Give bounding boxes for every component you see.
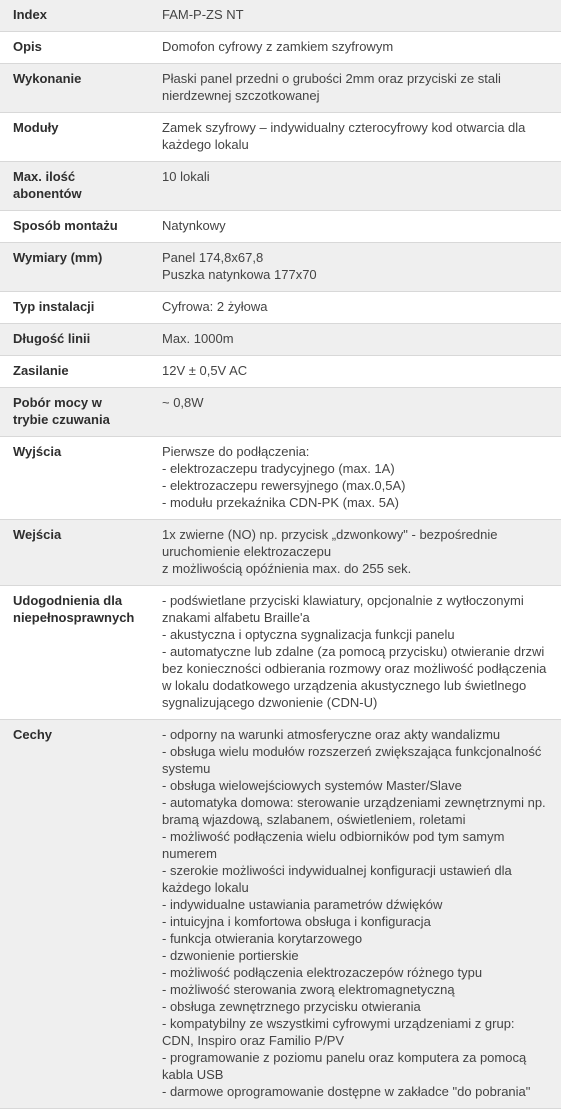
spec-row <box>0 64 561 113</box>
spec-value-line: każdego lokalu <box>162 137 249 152</box>
spec-row <box>0 720 561 1109</box>
spec-value-line: - obsługa zewnętrznego przycisku otwierania <box>162 999 421 1014</box>
spec-label-line: abonentów <box>13 186 82 201</box>
spec-value-line: - darmowe oprogramowanie dostępne w zakładce "do pobrania" <box>162 1084 531 1099</box>
spec-value-line: - podświetlane przyciski klawiatury, opcjonalnie z wytłoczonymi <box>162 593 524 608</box>
spec-value-line: - elektrozaczepu rewersyjnego (max.0,5A) <box>162 478 406 493</box>
spec-value <box>149 162 561 211</box>
spec-value-line: - kompatybilny ze wszystkimi cyfrowymi urządzeniami z grup: <box>162 1016 515 1031</box>
spec-label-line: Wejścia <box>13 527 62 542</box>
spec-label <box>0 720 149 1109</box>
spec-row <box>0 388 561 437</box>
spec-label <box>0 324 149 356</box>
spec-value-line: - obsługa wielowejściowych systemów Master/Slave <box>162 778 462 793</box>
spec-value-line: - automatyczne lub zdalne (za pomocą przycisku) otwieranie drzwi <box>162 644 545 659</box>
spec-label-line: Wyjścia <box>13 444 62 459</box>
spec-value-line: ~ 0,8W <box>162 395 204 410</box>
spec-row <box>0 292 561 324</box>
spec-label <box>0 292 149 324</box>
spec-value-line: nierdzewnej szczotkowanej <box>162 88 320 103</box>
spec-label-line: Opis <box>13 39 42 54</box>
spec-value-line: Zamek szyfrowy – indywidualny czterocyfrowy kod otwarcia dla <box>162 120 526 135</box>
spec-value-line: Max. 1000m <box>162 331 234 346</box>
spec-value-line: Panel 174,8x67,8 <box>162 250 264 265</box>
spec-label-line: niepełnosprawnych <box>13 610 135 625</box>
spec-value-line: Płaski panel przedni o grubości 2mm oraz przyciski ze stali <box>162 71 501 86</box>
spec-label-line: trybie czuwania <box>13 412 110 427</box>
spec-value-line: - automatyka domowa: sterowanie urządzeniami zewnętrznymi np. <box>162 795 546 810</box>
spec-row <box>0 0 561 32</box>
spec-label-line: Pobór mocy w <box>13 395 102 410</box>
spec-value-line: FAM-P-ZS NT <box>162 7 244 22</box>
spec-value-line: - szerokie możliwości indywidualnej konfiguracji ustawień dla <box>162 863 512 878</box>
spec-row <box>0 162 561 211</box>
spec-value <box>149 324 561 356</box>
spec-label-line: Udogodnienia dla <box>13 593 123 608</box>
spec-value <box>149 243 561 292</box>
spec-value-line: - akustyczna i optyczna sygnalizacja funkcji panelu <box>162 627 455 642</box>
spec-label <box>0 356 149 388</box>
spec-value <box>149 292 561 324</box>
spec-value <box>149 64 561 113</box>
spec-label-line: Zasilanie <box>13 363 69 378</box>
spec-value <box>149 388 561 437</box>
spec-value-line: numerem <box>162 846 217 861</box>
spec-label-line: Długość linii <box>13 331 91 346</box>
spec-value-line: uruchomienie elektrozaczepu <box>162 544 332 559</box>
spec-label <box>0 162 149 211</box>
spec-value-line: Puszka natynkowa 177x70 <box>162 267 317 282</box>
spec-value-line: - możliwość sterowania zworą elektromagnetyczną <box>162 982 455 997</box>
spec-value-line: - obsługa wielu modułów rozszerzeń zwiększająca funkcjonalność <box>162 744 542 759</box>
spec-value-line: każdego lokalu <box>162 880 249 895</box>
spec-label-line: Sposób montażu <box>13 218 118 233</box>
spec-label <box>0 64 149 113</box>
spec-value-line: - modułu przekaźnika CDN-PK (max. 5A) <box>162 495 399 510</box>
spec-value <box>149 356 561 388</box>
spec-label <box>0 437 149 520</box>
spec-value-line: 10 lokali <box>162 169 210 184</box>
spec-value-line: znakami alfabetu Braille'a <box>162 610 310 625</box>
spec-value <box>149 586 561 720</box>
spec-label <box>0 388 149 437</box>
spec-label <box>0 243 149 292</box>
spec-value-line: - funkcja otwierania korytarzowego <box>162 931 363 946</box>
spec-value-line: - dzwonienie portierskie <box>162 948 299 963</box>
spec-label-line: Cechy <box>13 727 53 742</box>
spec-value-line: bez konieczności odbierania rozmowy oraz możliwość podłączenia <box>162 661 547 676</box>
spec-value-line: systemu <box>162 761 211 776</box>
spec-value-line: - możliwość podłączenia elektrozaczepów różnego typu <box>162 965 483 980</box>
spec-label <box>0 113 149 162</box>
spec-label-line: Max. ilość <box>13 169 76 184</box>
spec-label <box>0 211 149 243</box>
spec-value-line: Natynkowy <box>162 218 226 233</box>
spec-value <box>149 720 561 1109</box>
spec-value-line: sygnalizującego dzwonienie (CDN-U) <box>162 695 378 710</box>
spec-value <box>149 437 561 520</box>
spec-value-line: - odporny na warunki atmosferyczne oraz akty wandalizmu <box>162 727 501 742</box>
spec-value-line: Cyfrowa: 2 żyłowa <box>162 299 268 314</box>
spec-value-line: - programowanie z poziomu panelu oraz komputera za pomocą <box>162 1050 527 1065</box>
spec-value-line: w lokalu dodatkowego urządzenia akustycznego lub świetlnego <box>162 678 527 693</box>
spec-label <box>0 0 149 32</box>
spec-label <box>0 520 149 586</box>
spec-row <box>0 437 561 520</box>
spec-value-line: kabla USB <box>162 1067 224 1082</box>
spec-label-line: Index <box>13 7 47 22</box>
spec-value-line: z możliwością opóźnienia max. do 255 sek. <box>162 561 412 576</box>
spec-row <box>0 324 561 356</box>
spec-value <box>149 113 561 162</box>
spec-value <box>149 0 561 32</box>
spec-row <box>0 520 561 586</box>
spec-label-line: Typ instalacji <box>13 299 95 314</box>
spec-label-line: Wykonanie <box>13 71 82 86</box>
spec-value-line: 1x zwierne (NO) np. przycisk „dzwonkowy" - bezpośrednie <box>162 527 498 542</box>
spec-value-line: Pierwsze do podłączenia: <box>162 444 310 459</box>
spec-row <box>0 113 561 162</box>
spec-value-line: - możliwość podłączenia wielu odbiorników pod tym samym <box>162 829 505 844</box>
spec-value <box>149 520 561 586</box>
spec-label <box>0 586 149 720</box>
spec-value-line: - indywidualne ustawiania parametrów dźwięków <box>162 897 443 912</box>
spec-value <box>149 32 561 64</box>
spec-row <box>0 356 561 388</box>
spec-value-line: CDN, Inspiro oraz Familio P/PV <box>162 1033 345 1048</box>
spec-row <box>0 586 561 720</box>
spec-row <box>0 211 561 243</box>
spec-value-line: 12V ± 0,5V AC <box>162 363 248 378</box>
spec-value-line: - intuicyjna i komfortowa obsługa i konfiguracja <box>162 914 431 929</box>
spec-row <box>0 32 561 64</box>
spec-value-line: bramą wjazdową, szlabanem, oświetleniem, roletami <box>162 812 466 827</box>
spec-label-line: Moduły <box>13 120 59 135</box>
spec-value-line: Domofon cyfrowy z zamkiem szyfrowym <box>162 39 394 54</box>
spec-label-line: Wymiary (mm) <box>13 250 103 265</box>
spec-value-line: - elektrozaczepu tradycyjnego (max. 1A) <box>162 461 395 476</box>
spec-row <box>0 243 561 292</box>
spec-label <box>0 32 149 64</box>
spec-value <box>149 211 561 243</box>
